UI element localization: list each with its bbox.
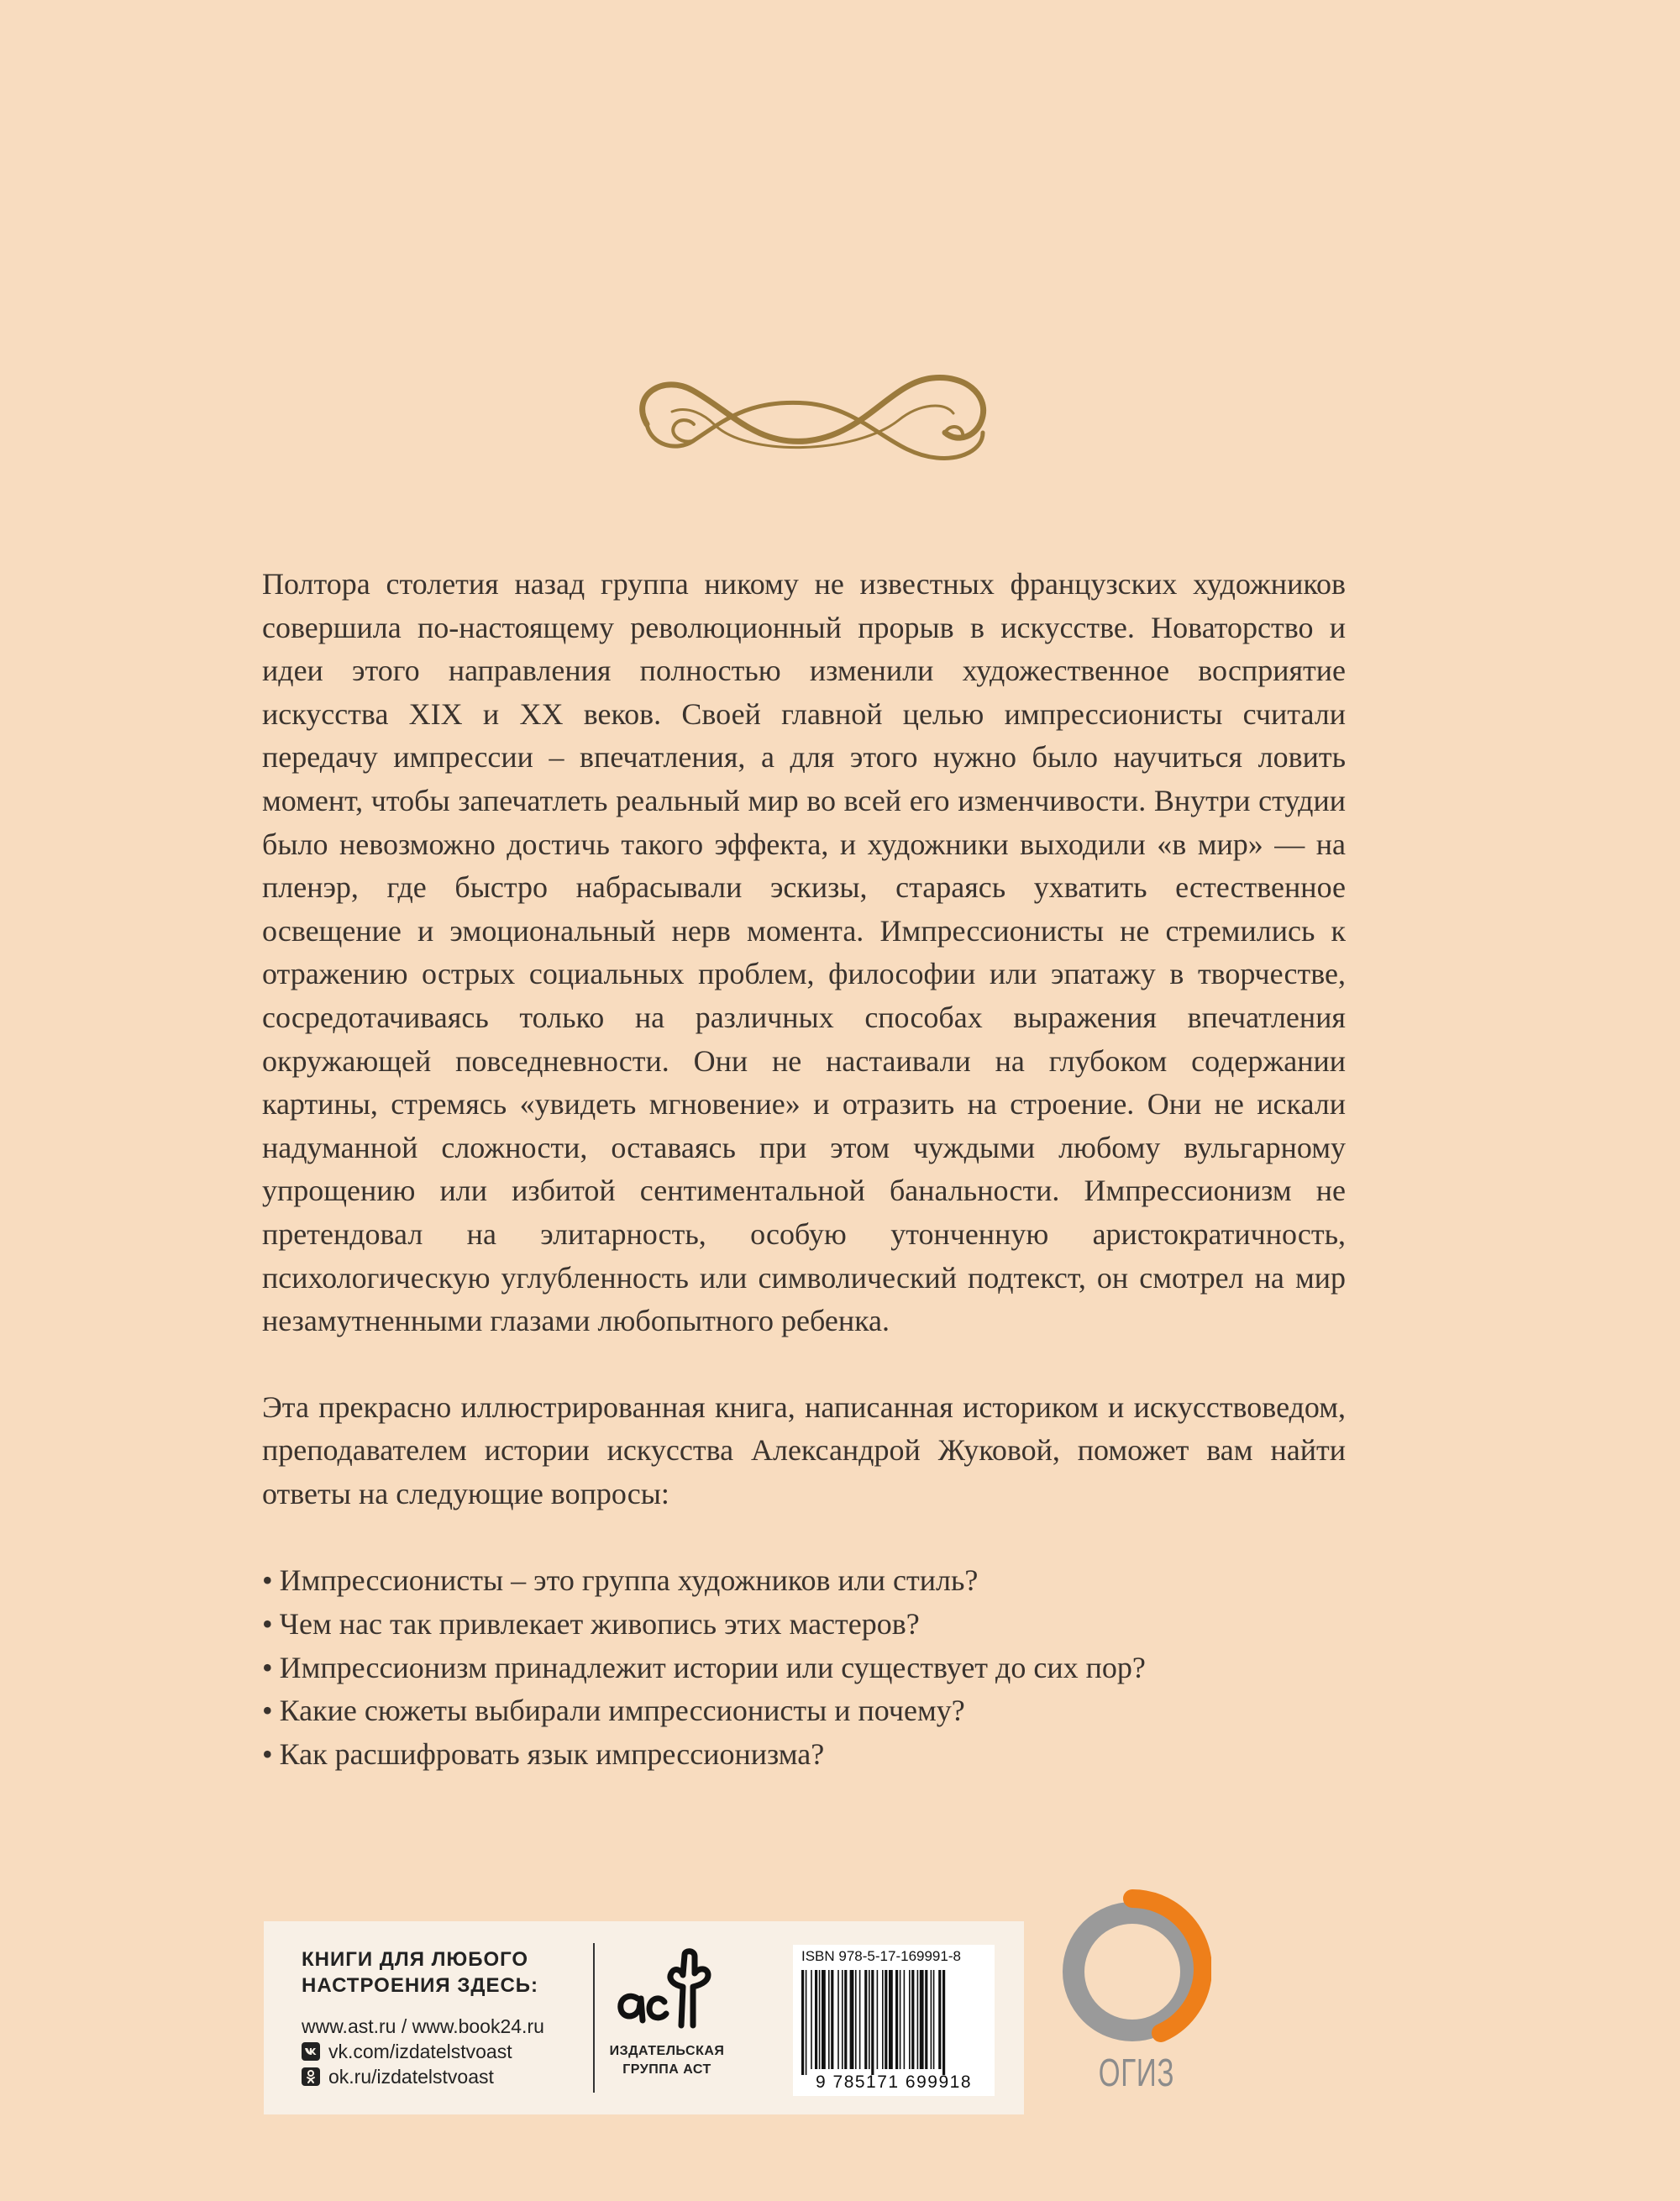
description — [262, 563, 1346, 1776]
publisher-caption-line1: ИЗДАТЕЛЬСКАЯ — [609, 2044, 725, 2058]
barcode-bar — [877, 1970, 879, 2069]
barcode-bar — [831, 1970, 833, 2069]
question-text: Как расшифровать язык импрессионизма? — [279, 1736, 825, 1771]
barcode-bar — [885, 1970, 887, 2069]
barcode-bar — [864, 1970, 867, 2069]
barcode-digits: 9 785171 699918 — [816, 2072, 972, 2092]
question-text: Чем нас так привлекает живопись этих мастеров? — [279, 1607, 920, 1642]
paragraph-book: Эта прекрасно иллюстрированная книга, написанная историком и искусствоведом, преподавателем истории искусства Александрой Жуковой, поможет вам найти ответы на следующие вопросы: — [262, 1389, 1346, 1510]
ok-icon — [302, 2067, 320, 2086]
barcode-bar — [911, 1970, 914, 2069]
websites-text[interactable]: www.ast.ru / www.book24.ru — [302, 2015, 544, 2037]
list-item — [262, 1689, 1346, 1733]
barcode-bar — [811, 1970, 812, 2069]
flourish-divider-icon — [613, 344, 1008, 496]
paragraph-intro: Полтора столетия назад группа никому не известных французских художников совершила по-настоящему революционный прорыв в искусстве. Новаторство и идеи этого направления полностью изменили художественное восприятие искусства XIX и XX веков. Своей главной целью импрессионисты считали передачу импрессии – впечатления, а для этого нужно было научиться ловить момент, чтобы запечатлеть реальный мир во всей его изменчивости. Внутри студии было невозможно достичь такого эффекта, и художники выходили «в мир» — на пленэр, где быстро набрасывали эскизы, стараясь ухватить естественное освещение и эмоциональный нерв момента. Импрессионисты не стремились к отражению острых социальных проблем, философии или эпатажу в творчестве, сосредотачиваясь только на различных способах выражения впечатления окружающей повседневности. Они не настаивали на глубоком содержании картины, стремясь «увидеть мгновение» и отразить на строение. Они не искали надуманной сложности, оставаясь при этом чуждыми любому вульгарному упрощению или избитой сентиментальной банальности. Импрессионизм не претендовал на элитарность, особую утонченную аристократичность, психологическую углубленность или символический подтекст, он смотрел на мир незамутненными глазами любопытного ребенка. — [262, 567, 1346, 1338]
bullet: • — [262, 1563, 273, 1598]
ok-link[interactable] — [302, 2064, 544, 2089]
bullet: • — [262, 1736, 273, 1771]
barcode-bar — [925, 1970, 927, 2069]
barcode-bar — [938, 1970, 941, 2069]
barcode-bar — [828, 1970, 830, 2069]
vk-icon — [302, 2042, 320, 2061]
vk-link[interactable] — [302, 2039, 544, 2064]
questions-list — [262, 1559, 1346, 1776]
publisher-info-box — [264, 1921, 1024, 2114]
bullet: • — [262, 1694, 273, 1728]
isbn-label: ISBN 978-5-17-169991-8 — [801, 1948, 961, 1964]
ast-logo-icon — [612, 1946, 730, 2030]
ogiz-name: ОГИЗ — [1098, 2051, 1175, 2094]
barcode-bar — [920, 1970, 924, 2069]
barcode-bar — [882, 1970, 884, 2069]
barcode — [793, 1945, 995, 2096]
vk-text[interactable]: vk.com/izdatelstvoast — [328, 2041, 512, 2062]
barcode-bar — [801, 1970, 804, 2075]
barcode-bar — [842, 1970, 843, 2069]
barcode-bar — [933, 1970, 935, 2069]
barcode-bar — [806, 1970, 807, 2075]
divider — [593, 1943, 595, 2093]
bullet: • — [262, 1650, 273, 1684]
barcode-bar — [917, 1970, 919, 2069]
bullet: • — [262, 1607, 273, 1642]
barcode-bar — [895, 1970, 898, 2069]
barcode-bar — [819, 1970, 821, 2069]
question-text: Импрессионисты – это группа художников или стиль? — [279, 1563, 979, 1598]
barcode-bar — [822, 1970, 826, 2069]
barcode-bar — [859, 1970, 861, 2069]
list-item — [262, 1559, 1346, 1603]
publisher-links — [302, 1946, 544, 2089]
barcode-bar — [900, 1970, 901, 2069]
ogiz-logo-icon — [1060, 1867, 1211, 2051]
footer-heading-line2: НАСТРОЕНИЯ ЗДЕСЬ: — [302, 1974, 539, 1997]
barcode-bar — [869, 1970, 870, 2069]
list-item — [262, 1603, 1346, 1647]
barcode-bar — [889, 1970, 893, 2069]
websites-link[interactable] — [302, 2014, 544, 2039]
list-item — [262, 1733, 1346, 1777]
barcode-bar — [844, 1970, 847, 2069]
barcode-bar — [815, 1970, 817, 2069]
question-text: Какие сюжеты выбирали импрессионисты и почему? — [279, 1694, 965, 1728]
list-item — [262, 1647, 1346, 1690]
barcode-bar — [931, 1970, 932, 2069]
barcode-bar — [904, 1970, 906, 2069]
footer-heading-line1: КНИГИ ДЛЯ ЛЮБОГО — [302, 1948, 529, 1971]
barcode-bar — [837, 1970, 839, 2069]
barcode-bar — [871, 1970, 874, 2075]
barcode-bar — [855, 1970, 857, 2069]
question-text: Импрессионизм принадлежит истории или существует до сих пор? — [279, 1650, 1146, 1684]
barcode-bar — [909, 1970, 911, 2069]
barcode-bars — [800, 1970, 988, 2075]
publisher-caption-line2: ГРУППА АСТ — [622, 2062, 711, 2077]
ok-text[interactable]: ok.ru/izdatelstvoast — [328, 2066, 494, 2088]
barcode-bar — [942, 1970, 945, 2075]
barcode-bar — [850, 1970, 854, 2069]
publisher-caption — [604, 2042, 730, 2079]
